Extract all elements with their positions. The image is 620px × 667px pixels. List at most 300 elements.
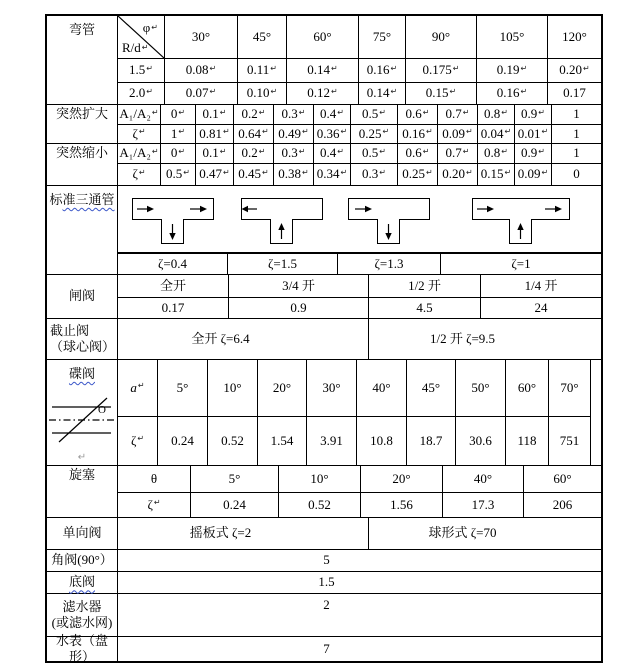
contraction-value [160,163,195,185]
cell-text: 0.3 [281,145,298,161]
expansion-value [437,105,477,124]
cell-text: 0.6 [405,145,422,161]
contraction-row-head [117,163,160,185]
bend-pipe-label [47,16,117,104]
cell-text: 0.3 [281,106,298,122]
bend-zeta-value [237,58,286,82]
foot-valve-label [47,572,117,593]
tee-label [47,186,117,274]
return-mark: ↵ [178,127,186,136]
bend-zeta-value [476,58,547,82]
foot-zeta-value: 1.5 [117,572,601,593]
bend-zeta-value [164,82,237,104]
return-mark: ↵ [178,146,186,156]
cell-text: A₁/A₂ [119,106,151,122]
return-mark: ↵ [422,146,430,156]
bend-zeta-value [476,82,547,104]
water-meter-label: 水表（盘形） [55,632,108,664]
strainer-label-line1: 滤水器 [62,598,102,614]
section-standard-tee [47,185,601,274]
globe-valve-label [47,319,117,359]
expansion-value [273,124,313,143]
tee-diagram-4 [440,186,601,252]
return-mark: ↵ [298,107,306,117]
section-angle-valve [47,549,601,571]
contraction-value [397,144,437,163]
expansion-value [514,105,551,124]
return-mark: ↵ [462,107,470,117]
plug-row-head: θ [117,466,190,492]
gate-zeta-value: 4.5 [368,297,480,318]
return-mark: ↵ [504,167,512,177]
cell-text: A₁/A₂ [119,145,151,161]
bend-corner-phi [143,20,158,36]
expansion-value [477,124,514,143]
cell-text: 2.0 [129,85,146,101]
tee-diagram-2 [227,186,337,252]
bend-angle-header: 75° [358,16,405,58]
contraction-value [160,144,195,163]
bend-zeta-value [358,58,405,82]
angle-valve-label: 角阀(90°） [51,552,113,568]
return-mark: ↵ [337,146,344,156]
bend-angle-header: 60° [286,16,358,58]
gate-valve-label: 闸阀 [68,288,95,304]
cell-text: 0.08 [185,62,209,78]
cell-text: 0.01 [517,125,541,141]
expansion-value [477,105,514,124]
globe-valve-label-line1: 截止阀 [50,322,90,338]
bend-corner-cell [117,16,164,58]
cell-text: 0.9 [521,106,538,122]
return-mark: ↵ [331,63,338,73]
cell-text: 0 [170,145,178,161]
cell-text: 0.12 [307,85,331,101]
return-mark: ↵ [583,63,590,73]
return-mark: ↵ [223,127,230,136]
butterfly-value: 751 [548,416,590,465]
butterfly-row-head [117,360,157,416]
expansion-value: 1 [551,105,601,124]
cell-text: 1.5 [129,62,146,78]
cell-text: 0.25 [402,166,426,182]
cell-text: ζ [130,432,137,448]
section-foot-valve [47,571,601,593]
return-mark: ↵ [209,86,217,96]
section-sudden-contraction [47,143,601,185]
tee-flow-diagram-straight-through-icon [131,195,215,247]
plug-value: 5° [190,466,278,492]
tee-zeta-value: ζ=1.5 [227,252,337,274]
tee-label-text [49,192,114,208]
cell-text: 0.8 [484,106,501,122]
cell-text: 0.3 [362,166,379,182]
paragraph-mark: ↵ [77,452,87,464]
check-zeta-value: 球形式 ζ=70 [368,518,601,549]
cell-text: 0.34 [316,166,340,182]
contraction-value [273,144,313,163]
expansion-value [313,124,350,143]
return-mark: ↵ [262,127,269,136]
cell-text: 0.15 [425,85,449,101]
return-mark: ↵ [146,86,153,96]
return-mark: ↵ [270,86,278,96]
cell-text: 0.16 [496,85,520,101]
butterfly-value: 10° [207,360,257,416]
expansion-value [160,124,195,143]
expansion-value [195,124,233,143]
cell-text: 0.10 [246,85,270,101]
cell-text: 0.2 [241,145,258,161]
tee-flow-diagram-branch-to-run-icon [240,195,324,247]
bend-zeta-value [164,58,237,82]
return-mark: ↵ [298,146,306,156]
cell-text: 1 [170,125,178,141]
contraction-value [477,144,514,163]
butterfly-value: 40° [356,360,406,416]
return-mark: ↵ [426,127,433,136]
plug-value: 60° [523,466,601,492]
cell-text: 0.20 [559,62,583,78]
return-mark: ↵ [379,107,386,117]
bend-zeta-value [237,82,286,104]
gate-zeta-value: 0.9 [228,297,368,318]
butterfly-label-text: 碟阀 [68,366,95,381]
tee-diagram-1 [117,186,227,252]
butterfly-value: 45° [406,360,455,416]
bend-zeta-value [547,58,601,82]
contraction-value [313,163,350,185]
section-sudden-expansion [47,104,601,143]
butterfly-value: 70° [548,360,590,416]
return-mark: ↵ [449,86,457,96]
return-mark: ↵ [466,127,473,136]
return-mark: ↵ [223,167,230,177]
contraction-row-head [117,144,160,163]
return-mark: ↵ [390,86,398,96]
filler-cell [590,360,601,465]
cell-text: 0.11 [247,62,270,78]
cell-text: 0.14 [307,62,331,78]
return-mark: ↵ [379,167,386,177]
return-mark: ↵ [209,63,217,73]
butterfly-value: 30° [306,360,356,416]
cell-text: 0.1 [202,145,219,161]
return-mark: ↵ [466,167,473,177]
expansion-value [195,105,233,124]
gate-zeta-value: 0.17 [117,297,228,318]
contraction-value: 0 [551,163,601,185]
cell-text: 0.36 [316,125,340,141]
tee-flow-diagram-combining-icon [471,195,571,247]
globe-zeta-value: 1/2 开 ζ=9.5 [368,319,601,359]
expansion-row-head [117,105,160,124]
bend-rd-ratio-head [117,58,164,82]
cell-text: 0.7 [445,145,462,161]
butterfly-value: 0.52 [207,416,257,465]
plug-value: 206 [523,492,601,517]
cell-text: 0.20 [442,166,466,182]
bend-zeta-value [358,82,405,104]
return-mark: ↵ [137,434,145,443]
bend-angle-header: 105° [476,16,547,58]
tee-zeta-value: ζ=1 [440,252,601,274]
cell-text: 0.64 [238,125,262,141]
strainer-label-line2: (或滤水网) [51,615,113,630]
cell-text: 0.16 [366,62,390,78]
expansion-value [233,124,273,143]
pipe-fitting-loss-coefficient-table [45,14,603,663]
cell-text: 0.38 [278,166,302,182]
cell-text: 0.19 [496,62,520,78]
return-mark: ↵ [302,127,309,136]
expansion-value [397,105,437,124]
contraction-value [514,163,551,185]
return-mark: ↵ [151,146,159,156]
foot-valve-label-text: 底阀 [68,574,95,590]
return-mark: ↵ [541,127,549,136]
strainer-zeta-value: 2 [117,594,601,636]
return-mark: ↵ [153,498,161,507]
butterfly-value: 0.24 [157,416,207,465]
contraction-value [477,163,514,185]
butterfly-value: 3.91 [306,416,356,465]
contraction-value [397,163,437,185]
butterfly-value: 5° [157,360,207,416]
contraction-value [233,163,273,185]
gate-opening-header: 3/4 开 [228,275,368,297]
plug-label [47,466,117,517]
expansion-value [437,124,477,143]
return-mark: ↵ [258,146,266,156]
globe-zeta-value: 全开 ζ=6.4 [117,319,368,359]
cell-text: ζ [147,496,153,512]
globe-valve-label-line2: （球心阀） [50,339,116,354]
gate-opening-header: 1/2 开 [368,275,480,297]
section-water-meter [47,632,601,664]
butterfly-value: 118 [505,416,548,465]
cell-text: 0 [170,106,178,122]
return-mark: ↵ [146,63,153,73]
bend-zeta-value [405,58,476,82]
bend-corner-rd [122,40,149,56]
cell-text: 0.175 [422,62,452,78]
contraction-value [350,163,397,185]
bend-angle-header: 30° [164,16,237,58]
butterfly-row-head [117,416,157,465]
section-strainer [47,593,601,636]
contraction-value [350,144,397,163]
plug-value: 17.3 [442,492,523,517]
expansion-value [160,105,195,124]
butterfly-value: 10.8 [356,416,406,465]
bend-zeta-value: 0.17 [547,82,601,104]
butterfly-value: 18.7 [406,416,455,465]
butterfly-value: 60° [505,360,548,416]
return-mark: ↵ [501,146,508,156]
bend-rd-ratio-head [117,82,164,104]
contraction-value [313,144,350,163]
tee-label-wavy: 准三通管 [62,192,115,207]
cell-text: φ [142,20,151,35]
return-mark: ↵ [151,107,159,117]
section-butterfly-valve [47,359,601,465]
plug-value: 0.24 [190,492,278,517]
return-mark: ↵ [501,107,508,117]
return-mark: ↵ [520,86,528,96]
tee-zeta-value: ζ=1.3 [337,252,440,274]
contraction-value [273,163,313,185]
expansion-value [233,105,273,124]
bend-zeta-value [286,58,358,82]
gate-opening-header: 1/4 开 [480,275,601,297]
return-mark: ↵ [340,167,348,177]
expansion-value [514,124,551,143]
tee-diagram-3 [337,186,440,252]
return-mark: ↵ [452,63,460,73]
plug-value: 40° [442,466,523,492]
cell-text: 0.09 [442,125,466,141]
return-mark: ↵ [219,107,227,117]
cell-text: 0.45 [238,166,262,182]
expansion-value [350,124,397,143]
check-valve-label: 单向阀 [62,525,102,541]
contraction-value [233,144,273,163]
butterfly-value: 20° [257,360,306,416]
tee-zeta-value: ζ=0.4 [117,252,227,274]
cell-text: 0.1 [202,106,219,122]
cell-text: 0.6 [405,106,422,122]
strainer-label [47,594,117,636]
cell-text: 0.04 [480,125,504,141]
expansion-value [273,105,313,124]
cell-text: ζ [132,125,138,141]
section-plug-cock [47,465,601,517]
plug-value: 0.52 [278,492,360,517]
butterfly-value: 1.54 [257,416,306,465]
return-mark: ↵ [262,167,269,177]
disc-pivot-label: O [98,404,106,417]
return-mark: ↵ [382,127,390,136]
return-mark: ↵ [520,63,528,73]
return-mark: ↵ [390,63,398,73]
angle-zeta-value: 5 [117,550,601,571]
bend-angle-header: 120° [547,16,601,58]
expansion-value [313,105,350,124]
butterfly-value: 50° [455,360,505,416]
cell-text: ζ [132,166,138,182]
section-check-valve [47,517,601,549]
cell-text: 0.09 [517,166,541,182]
cell-text: a [130,379,137,395]
cell-text: 0.8 [484,145,501,161]
contraction-label [47,144,117,185]
return-mark: ↵ [138,167,146,177]
return-mark: ↵ [302,167,309,177]
bend-angle-header: 45° [237,16,286,58]
cell-text: 0.9 [521,145,538,161]
expansion-label-text: 突然扩大 [55,106,108,121]
butterfly-valve-diagram-icon [49,395,115,445]
return-mark: ↵ [538,146,545,156]
contraction-value [195,163,233,185]
return-mark: ↵ [270,63,277,73]
bend-zeta-value [286,82,358,104]
return-mark: ↵ [426,167,433,177]
return-mark: ↵ [151,23,158,32]
plug-label-text: 旋塞 [68,467,95,482]
cell-text: 0.5 [166,166,183,182]
return-mark: ↵ [379,146,386,156]
return-mark: ↵ [337,107,344,117]
cell-text: 0.25 [358,125,382,141]
cell-text: 0.4 [320,106,337,122]
return-mark: ↵ [141,42,149,52]
cell-text: 0.16 [402,125,426,141]
contraction-value [437,144,477,163]
gate-zeta-value: 24 [480,297,601,318]
cell-text: 0.15 [480,166,504,182]
cell-text: 0.49 [278,125,302,141]
bend-zeta-value [405,82,476,104]
cell-text: 0.4 [320,145,337,161]
plug-value: 1.56 [360,492,442,517]
tee-flow-diagram-run-to-branch-icon [347,195,431,247]
section-globe-valve [47,318,601,359]
cell-text: 0.2 [241,106,258,122]
cell-text: 0.07 [185,85,209,101]
butterfly-label [47,360,117,465]
cell-text: 0.47 [199,166,223,182]
cell-text: 0.5 [362,106,379,122]
plug-row-head [117,492,190,517]
bend-pipe-label-text: 弯管 [68,22,95,37]
cell-text: R/d [122,39,141,55]
return-mark: ↵ [183,167,190,177]
cell-text: 0.14 [366,85,390,101]
contraction-label-text: 突然缩小 [55,145,108,160]
bend-angle-header: 90° [405,16,476,58]
section-gate-valve [47,274,601,318]
expansion-label [47,105,117,143]
return-mark: ↵ [331,86,338,96]
expansion-row-head [117,124,160,143]
return-mark: ↵ [219,146,227,156]
expansion-value [350,105,397,124]
return-mark: ↵ [504,127,512,136]
cell-text: 0.81 [199,125,223,141]
return-mark: ↵ [138,127,146,136]
contraction-value [437,163,477,185]
return-mark: ↵ [422,107,430,117]
tee-label-plain: 标 [49,192,63,207]
butterfly-value: 30.6 [455,416,505,465]
cell-text: 0.7 [445,106,462,122]
section-bend-pipe [47,16,601,104]
plug-value: 20° [360,466,442,492]
contraction-value: 1 [551,144,601,163]
plug-value: 10° [278,466,360,492]
cell-text: 0.5 [362,145,379,161]
contraction-value [514,144,551,163]
expansion-value [397,124,437,143]
return-mark: ↵ [538,107,545,117]
water-meter-zeta-value: 7 [117,637,601,661]
gate-opening-header: 全开 [117,275,228,297]
return-mark: ↵ [258,107,266,117]
return-mark: ↵ [137,381,145,390]
expansion-value: 1 [551,124,601,143]
